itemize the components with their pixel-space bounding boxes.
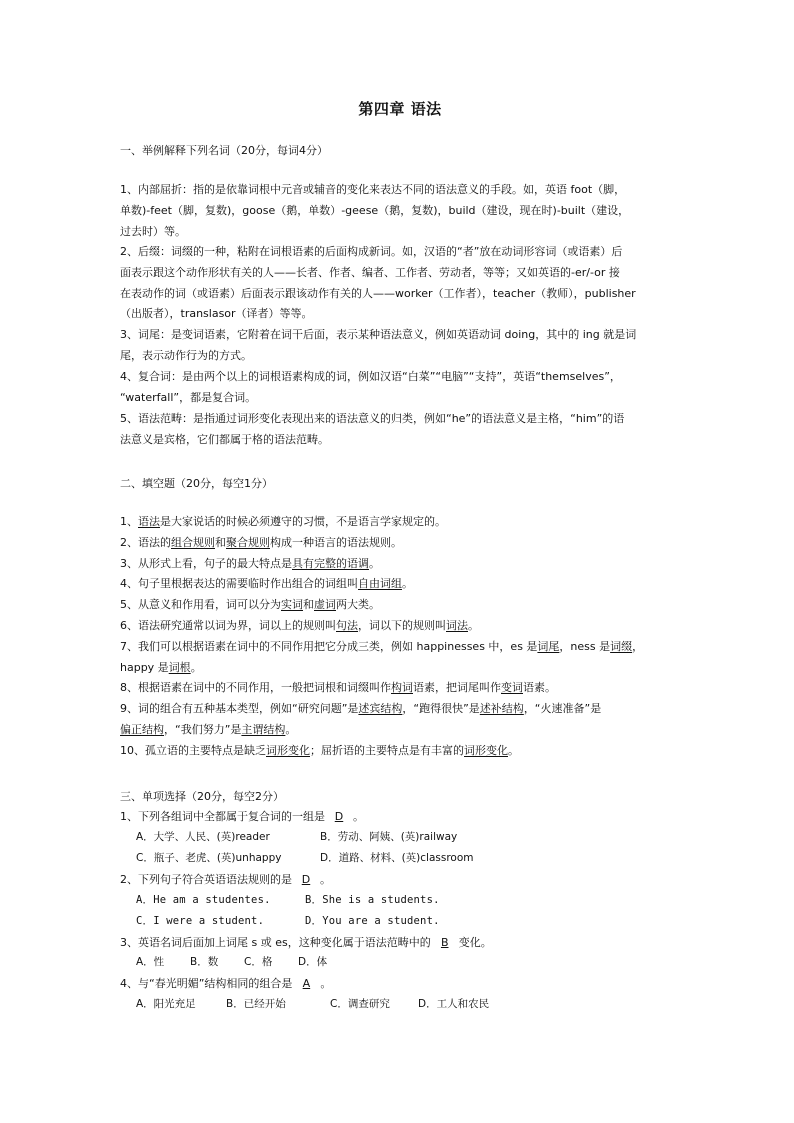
- answer-blank: 主谓结构: [241, 722, 286, 736]
- answer-blank: 词形变化: [464, 743, 508, 757]
- s1-item-2: [120, 242, 680, 325]
- mc-question-2: 2、下列句子符合英语语法规则的是 D 。: [120, 873, 331, 886]
- fill-item-7: 7、我们可以根据语素在词中的不同作用把它分成三类，例如 happinesses 中，es 是词尾，ness 是词缀，: [120, 639, 644, 653]
- text-line: 在表动作的词（或语素）后面表示跟该动作有关的人——worker（工作者），teacher（教师），publisher: [120, 286, 636, 300]
- option-b: B．劳动、阿姨、(英)railway: [320, 831, 458, 843]
- text-line: 单数)-feet（脚，复数)，goose（鹅，单数）-geese（鹅，复数)，build（建设，现在时)-built（建设，: [120, 203, 630, 217]
- answer-blank: 述补结构: [479, 702, 524, 716]
- text-line: 过去时）等。: [120, 224, 186, 238]
- fill-item-2: 2、语法的组合规则和聚合规则构成一种语言的语法规则。: [120, 535, 402, 549]
- option-c: C．I were a student.: [136, 915, 265, 927]
- answer-blank: 句法: [336, 618, 358, 632]
- answer-blank: 变词: [501, 681, 523, 695]
- text-line: 面表示跟这个动作形状有关的人——长者、作者、编者、工作者、劳动者，等等；又如英语的-er/-or 接: [120, 265, 620, 279]
- text-line: 4、复合词：是由两个以上的词根语素构成的词，例如汉语“白菜”“电脑”“支持”，英语“themselves”，: [120, 370, 621, 383]
- text-line: 法意义是宾格，它们都属于格的语法范畴。: [120, 432, 329, 446]
- option-c: C．瓶子、老虎、(英)unhappy: [136, 852, 282, 864]
- option-a: A．大学、人民、(英)reader: [136, 831, 270, 843]
- option-c: C．格: [244, 956, 273, 968]
- fill-item-10: 10、孤立语的主要特点是缺乏词形变化；屈折语的主要特点是有丰富的词形变化。: [120, 743, 519, 757]
- s1-item-1: [120, 180, 680, 242]
- text-line: （出版者），translasor（译者）等等。: [120, 307, 313, 321]
- section-2-heading: 二、填空题（20分，每空1分）: [120, 477, 273, 490]
- answer-blank: 自由词组: [358, 577, 402, 591]
- fill-item-3: 3、从形式上看，句子的最大特点是具有完整的语调。: [120, 556, 380, 570]
- text-line: 5、语法范畴：是指通过词形变化表现出来的语法意义的归类，例如“he”的语法意义是主格，“him”的语: [120, 412, 625, 425]
- s1-item-4: [120, 367, 680, 409]
- answer-blank: 聚合规则: [226, 535, 270, 549]
- s1-item-5: [120, 409, 680, 451]
- text-line: 尾，表示动作行为的方式。: [120, 348, 252, 362]
- text-line: 1、内部屈折：指的是依靠词根中元音或辅音的变化来表达不同的语法意义的手段。如，英语 foot（脚，: [120, 183, 626, 196]
- option-c: C．调查研究: [330, 998, 390, 1010]
- answer-blank: 述宾结构: [358, 702, 403, 716]
- option-b: B．数: [190, 956, 219, 968]
- answer-blank: 具有完整的语调: [292, 556, 369, 570]
- section-3-heading: 三、单项选择（20分，每空2分）: [120, 790, 284, 803]
- mc-question-4: 4、与“春光明媚”结构相同的组合是 A 。: [120, 977, 332, 990]
- option-d: D．You are a student.: [305, 915, 440, 927]
- option-a: A．He am a studentes.: [136, 894, 271, 906]
- answer-blank: D: [301, 873, 311, 886]
- answer-blank: 词形变化: [266, 743, 310, 757]
- fill-item-7-cont: happy 是词根。: [120, 660, 202, 674]
- fill-item-6: 6、语法研究通常以词为界，词以上的规则叫句法，词以下的规则叫词法。: [120, 618, 479, 632]
- text-line: “waterfall”，都是复合词。: [120, 390, 257, 404]
- fill-item-9: 9、词的组合有五种基本类型，例如“研究问题”是述宾结构，“跑得很快”是述补结构，“火速准备”是: [120, 702, 602, 716]
- option-d: D．工人和农民: [418, 998, 490, 1010]
- mc-question-1: 1、下列各组词中全都属于复合词的一组是 D 。: [120, 810, 364, 823]
- text-line: 2、后缀：词缀的一种，粘附在词根语素的后面构成新词。如，汉语的“者”放在动词形容词（或语素）后: [120, 245, 623, 258]
- mc-question-3: 3、英语名词后面加上词尾 s 或 es，这种变化属于语法范畴中的 B 变化。: [120, 936, 492, 949]
- answer-blank: 词法: [446, 618, 468, 632]
- answer-blank: 偏正结构: [120, 722, 164, 736]
- answer-blank: B: [440, 936, 449, 949]
- answer-blank: 语法: [138, 515, 160, 528]
- answer-blank: 构词: [391, 681, 413, 695]
- section-1-heading: 一、举例解释下列名词（20分，每词4分）: [120, 144, 328, 157]
- answer-blank: A: [302, 977, 311, 990]
- answer-blank: 虚词: [314, 598, 336, 612]
- page-title: 第四章 语法: [358, 100, 442, 118]
- answer-blank: 词缀: [610, 639, 633, 653]
- answer-blank: 词尾: [537, 639, 560, 653]
- s1-item-3: [120, 325, 680, 367]
- option-d: D．体: [298, 956, 328, 968]
- fill-item-8: 8、根据语素在词中的不同作用，一般把词根和词缀叫作构词语素，把词尾叫作变词语素。: [120, 681, 556, 695]
- answer-blank: 词根: [168, 660, 191, 674]
- option-a: A．性: [136, 956, 165, 968]
- option-b: B．She is a students.: [305, 894, 440, 906]
- option-d: D．道路、材料、(英)classroom: [320, 852, 474, 864]
- text-line: 3、词尾：是变词语素，它附着在词干后面，表示某种语法意义，例如英语动词 doing，其中的 ing 就是词: [120, 328, 637, 341]
- option-b: B．已经开始: [226, 998, 286, 1010]
- fill-item-9-cont: 偏正结构，“我们努力”是主谓结构。: [120, 722, 297, 736]
- fill-item-4: 4、句子里根据表达的需要临时作出组合的词组叫自由词组。: [120, 577, 413, 591]
- answer-blank: 实词: [281, 598, 303, 612]
- option-a: A．阳光充足: [136, 998, 196, 1010]
- fill-item-5: 5、从意义和作用看，词可以分为实词和虚词两大类。: [120, 598, 380, 612]
- answer-blank: D: [334, 810, 344, 823]
- fill-item-1: 1、语法是大家说话的时候必须遵守的习惯，不是语言学家规定的。: [120, 515, 446, 528]
- s2-fill-list: [120, 512, 680, 762]
- answer-blank: 组合规则: [171, 535, 215, 549]
